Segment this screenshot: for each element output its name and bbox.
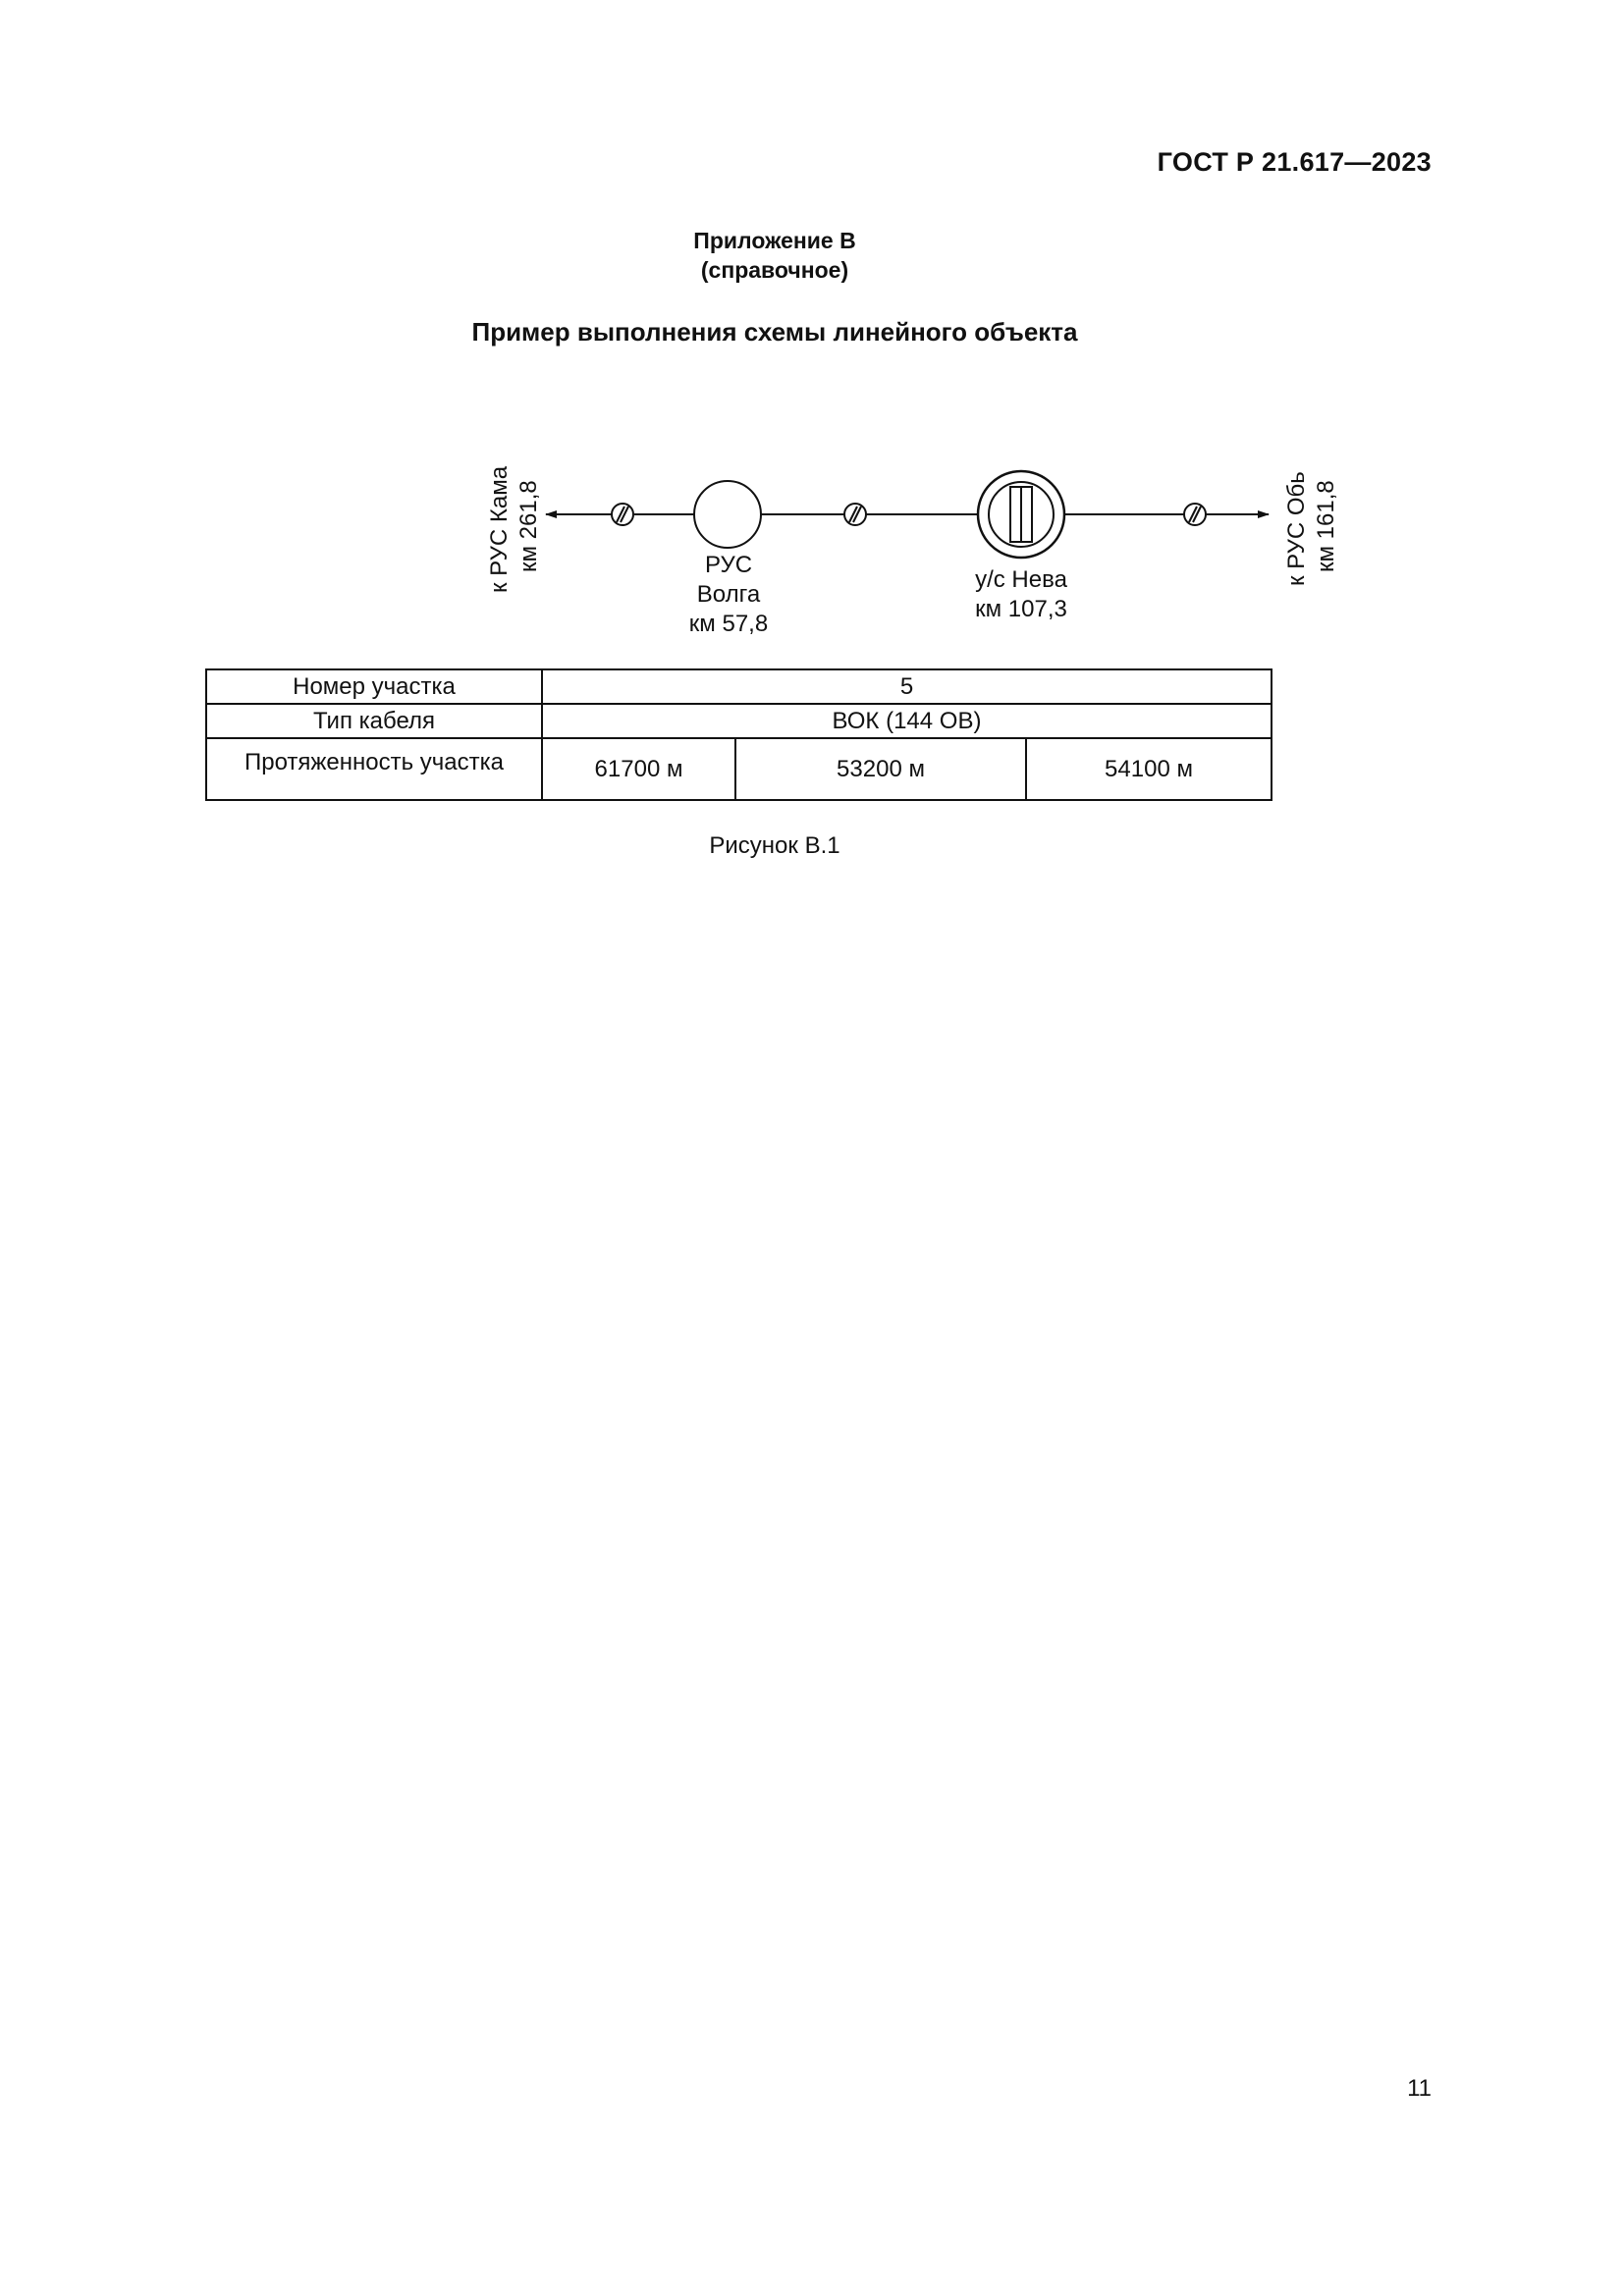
amplifier-station-icon [978, 471, 1064, 558]
left-end-label: к РУС Кама [486, 465, 513, 593]
table-value-length-3: 54100 м [1026, 738, 1272, 800]
right-end-km: км 161,8 [1313, 480, 1339, 572]
page-number: 11 [1407, 2075, 1432, 2102]
figure-caption: Рисунок В.1 [709, 832, 840, 859]
coupling-icon [612, 504, 633, 525]
rus-node-label: РУС [704, 552, 753, 578]
table-value-length-1: 61700 м [542, 738, 735, 800]
table-value-cable-type: ВОК (144 ОВ) [542, 704, 1272, 738]
coupling-icon [1184, 504, 1206, 525]
table-row [206, 738, 1272, 800]
table-value-length-2: 53200 м [735, 738, 1026, 800]
rus-node-km: км 57,8 [688, 611, 769, 637]
document-code: ГОСТ Р 21.617—2023 [1157, 147, 1432, 177]
table-value-section-number: 5 [542, 669, 1272, 704]
table-row [206, 704, 1272, 738]
rus-node-name: Волга [696, 581, 761, 608]
right-end-label: к РУС Обь [1283, 471, 1310, 586]
table-row [206, 669, 1272, 704]
amplifier-station-label: у/с Нева [975, 566, 1067, 593]
amplifier-station-km: км 107,3 [975, 596, 1067, 622]
appendix-title: Приложение В [693, 228, 856, 253]
table-label-length: Протяженность участка [206, 738, 542, 800]
left-end-km: км 261,8 [515, 480, 542, 572]
table-label-section-number: Номер участка [206, 669, 542, 704]
section-table [205, 668, 1272, 801]
section-title: Пример выполнения схемы линейного объекта [471, 317, 1078, 347]
coupling-icon [844, 504, 866, 525]
table-label-cable-type: Тип кабеля [206, 704, 542, 738]
appendix-subtitle: (справочное) [700, 257, 849, 283]
rus-node-icon [694, 481, 761, 548]
